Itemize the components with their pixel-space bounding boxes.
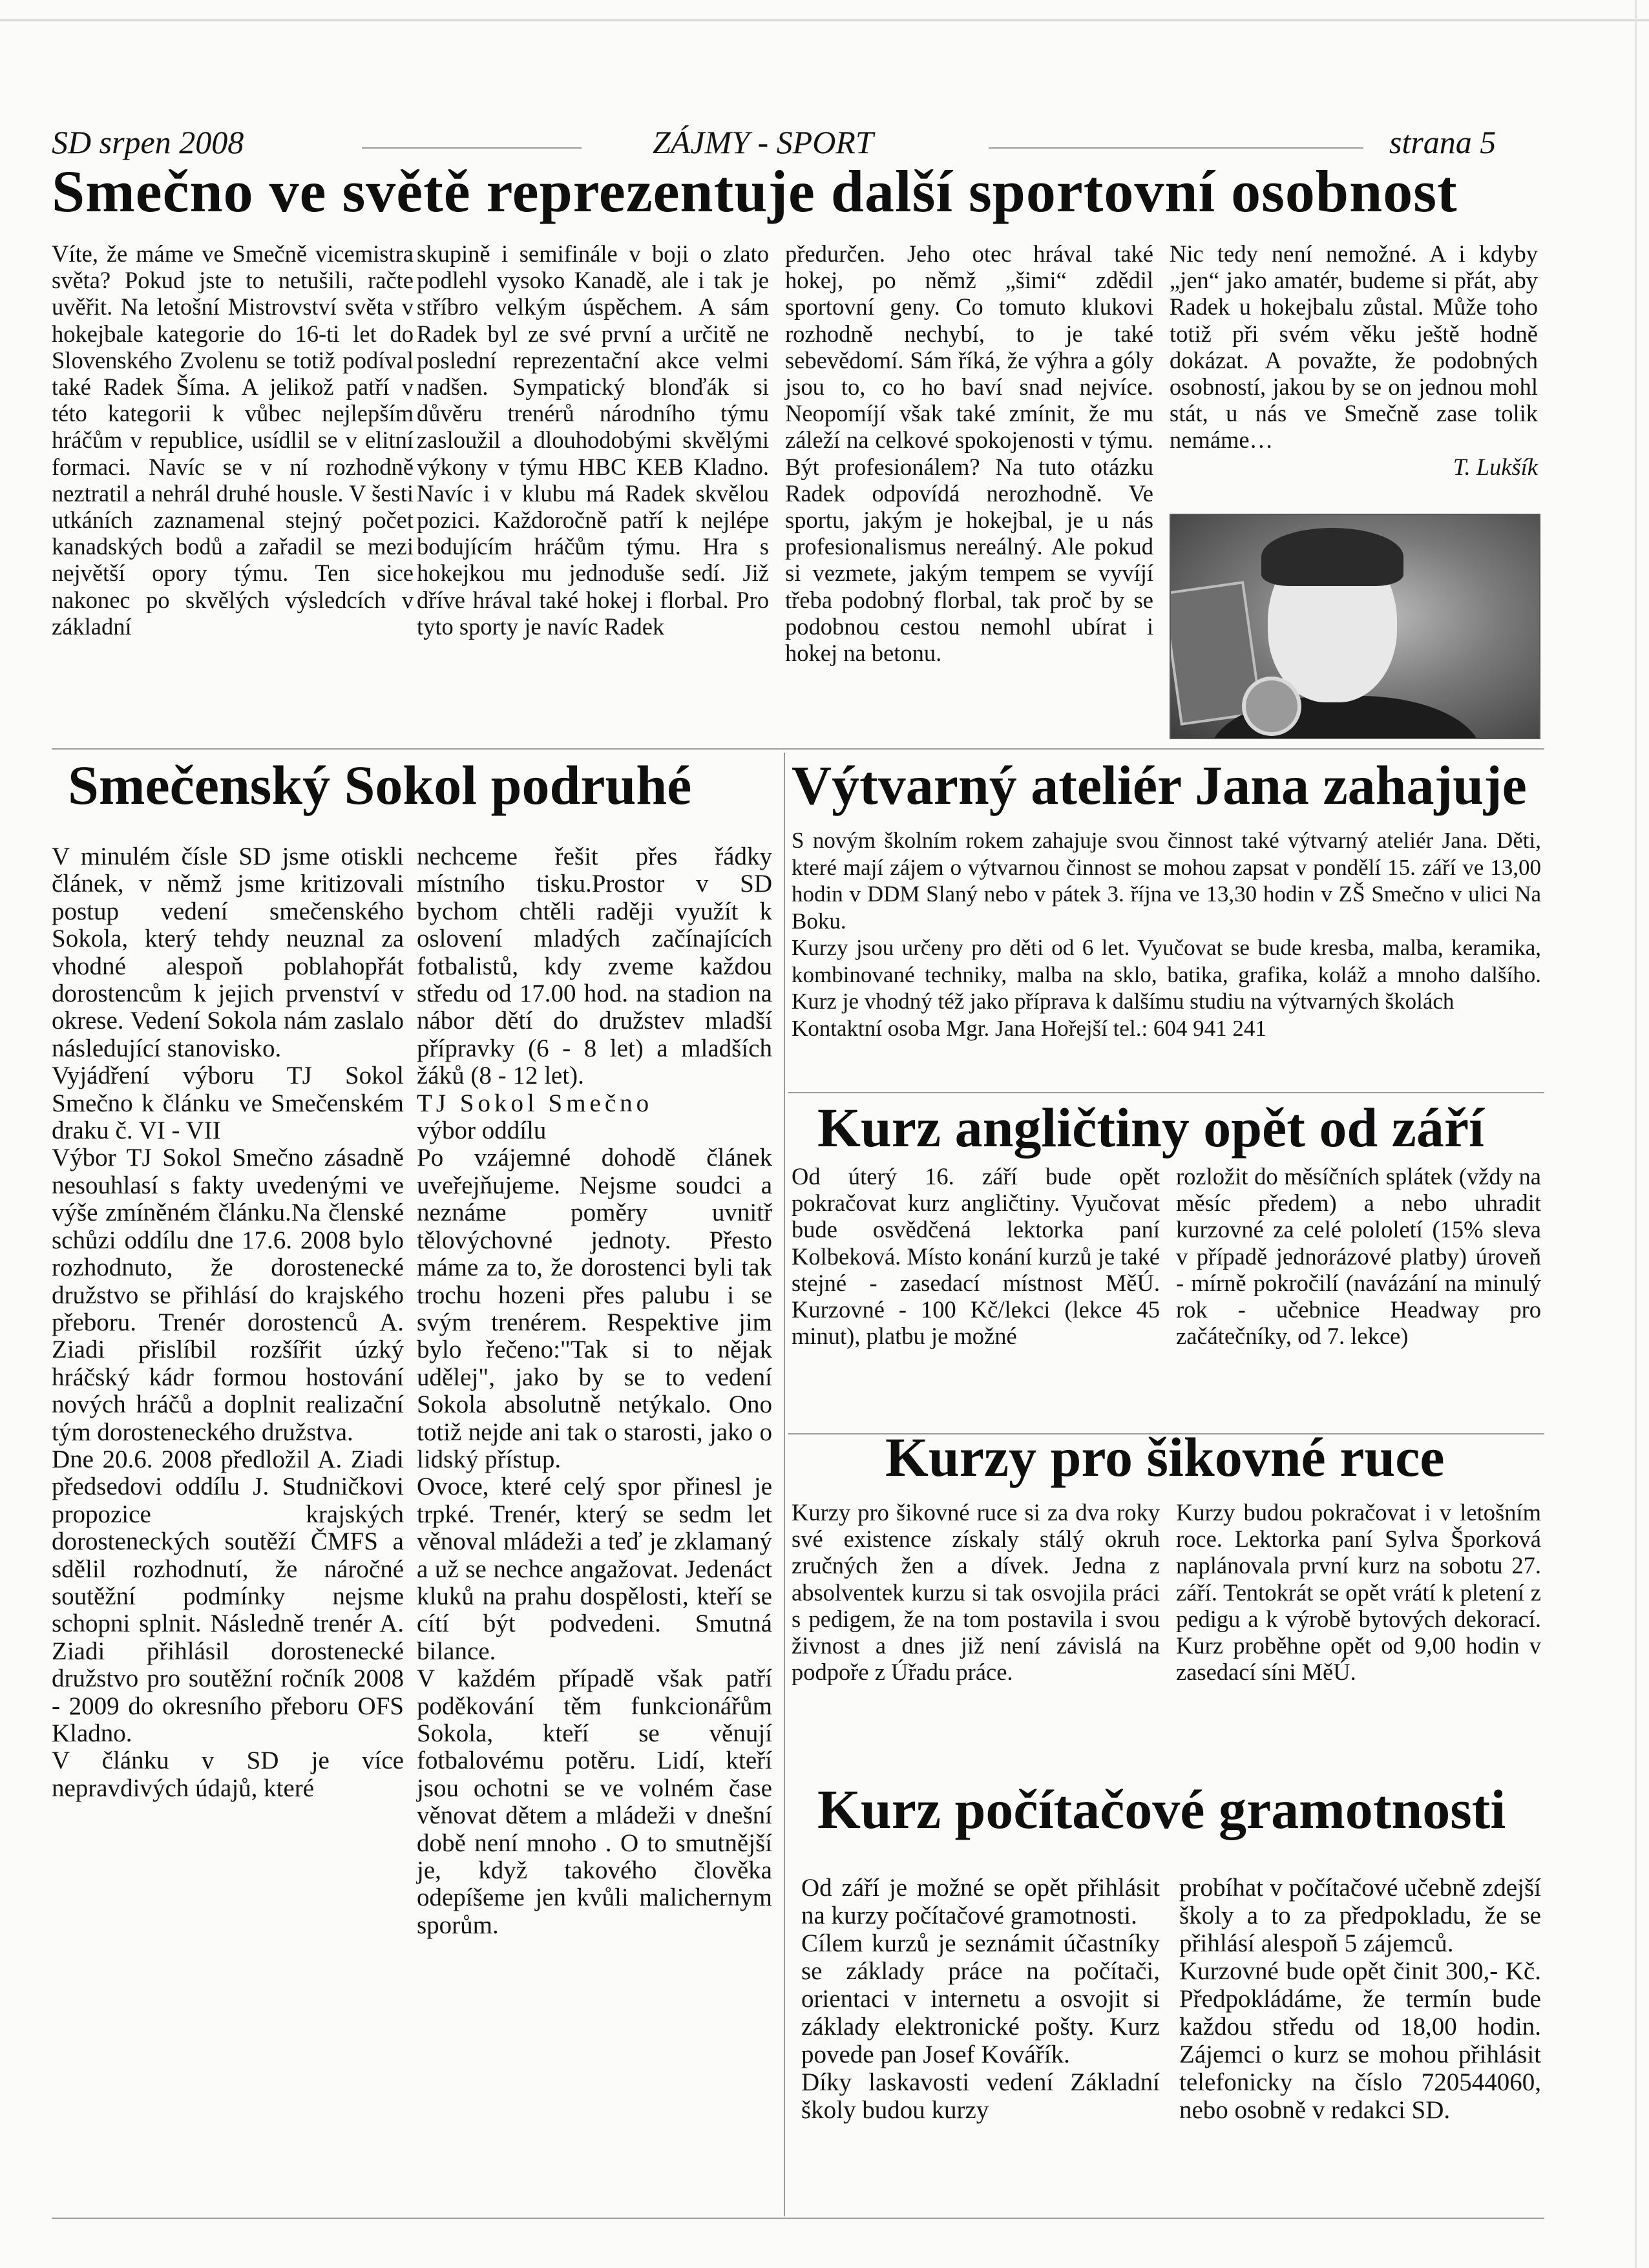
section-label: ZÁJMY - SPORT (653, 124, 874, 160)
article1-column-3 (785, 240, 1153, 666)
article2-col2-p2: Po vzájemné dohodě článek uveřejňujeme. Nejsme soudci a neznáme poměry uvnitř tělovýchovné jednoty. Přesto máme za to, že dorostenci byli tak trochu hozeni přes palubu i se svým trenérem. Respektive jim bylo řečeno:"Tak si to nějak udělej", jako by se to vedení Sokola absolutně netýkalo. Ono totiž nejde ani tak o starosti, jako o lidský přístup. (417, 1144, 772, 1473)
article6-column-1 (801, 1874, 1160, 2124)
article2-col2-p4: V každém případě však patří poděkování těm funkcionářům Sokola, kteří se věnují fotbalovému potěru. Lidí, kteří jsou ochotni se ve volném čase věnovat dětem a mládeži v dnešní době není mnoho . O to smutnější je, když takového člověka odepíšeme jen kvůli malichernym sporům. (417, 1664, 772, 1939)
article3-p1: S novým školním rokem zahajuje svou činnost také výtvarný ateliér Jana. Děti, které mají zájem o výtvarnou činnost se mohou zapsat v pondělí 15. září ve 13,00 hodin v DDM Slaný nebo v pátek 3. října ve 13,30 hodin v ZŠ Smečno v ulici Na Boku. (792, 828, 1541, 934)
article4-col2-text: rozložit do měsíčních splátek (vždy na měsíc předem) a nebo uhradit kurzovné za celé pololetí (15% sleva v případě jednorázové platby) úroveň - mírně pokročilí (navázání na minulý rok - učebnice Headway pro začátečníky, od 7. lekce) (1176, 1163, 1541, 1350)
article1-signature: T. Lukšík (1453, 453, 1538, 480)
photo-hair (1261, 528, 1403, 586)
article1-column-1 (52, 240, 414, 640)
article5-col2-text: Kurzy budou pokračovat i v letošním roce. Lektorka paní Sylva Šporková naplánovala první kurz na sobotu 27. září. Tentokrát se opět vrátí k pletení z pedigu a k výrobě bytových dekorací. Kurz proběhne opět od 9,00 hodin v zasedací síni MěÚ. (1176, 1499, 1541, 1686)
article6-col2-p1: probíhat v počítačové učebně zdejší školy a to za předpokladu, že se přihlásí alespoň 5 zájemců. (1179, 1874, 1541, 1957)
article6-col1-p3: Díky laskavosti vedení Základní školy budou kurzy (801, 2068, 1160, 2124)
article1-col2-text: skupině i semifinále v boji o zlato podlehl vysoko Kanadě, ale i tak je stříbro velkým úspěchem. A sám Radek byl ze své první a určitě ne poslední reprezentační akce velmi nadšen. Sympatický blonďák si důvěru trenérů národního týmu zasloužil a dlouhodobými skvělými výkony v týmu HBC KEB Kladno. Navíc i v klubu má Radek skvělou pozici. Každoročně patří k nejlépe bodujícím hráčům týmu. Hra s hokejkou mu jednoduše sedí. Již dříve hrával také hokej i florbal. Pro tyto sporty je navíc Radek (417, 240, 769, 640)
article-title-pocitacova-gramotnost: Kurz počítačové gramotnosti (817, 1778, 1506, 1840)
article6-col2-p2: Kurzovné bude opět činit 300,- Kč. Předpokládáme, že termín bude každou středu od 18,00 hodin. Zájemci o kurz se mohou přihlásit telefonicky na číslo 720544060, nebo osobně v redakci SD. (1179, 1957, 1541, 2124)
article2-col2-p1: nechceme řešit přes řádky místního tisku.Prostor v SD bychom chtěli raději využít k oslovení mladých začínajících fotbalistů, kdy zveme každou středu od 17.00 hod. na stadion na nábor dětí do družstev mladší přípravky (6 - 8 let) a mladších žáků (8 - 12 let). (417, 843, 772, 1090)
header-rule-left (362, 147, 582, 149)
article3-p2: Kurzy jsou určeny pro děti od 6 let. Vyučovat se bude kresba, malba, keramika, kombinované techniky, malba na sklo, batika, grafika, koláž a mnoho dalšího. Kurz je vhodný též jako příprava k dalšímu studiu na výtvarných školách (792, 935, 1541, 1014)
article2-col2-signature-org: TJ Sokol Smečno (417, 1089, 653, 1117)
article6-col1-p1: Od září je možné se opět přihlásit na kurzy počítačové gramotnosti. (801, 1874, 1160, 1929)
article2-col2-signature-committee: výbor oddílu (417, 1117, 547, 1145)
article5-col1-text: Kurzy pro šikovné ruce si za dva roky své existence získaly stálý okruh zručných žen a dívek. Jedna z absolventek kurzu si tak osvojila práci s pedigem, že na tom postavila i svou živnost a dnes již není závislá na podpoře z Úřadu práce. (792, 1499, 1160, 1686)
radek-sima-photo (1170, 514, 1540, 739)
article-title-smecno-reprezentuje: Smečno ve světě reprezentuje další sportovní osobnost (52, 158, 1458, 224)
article2-col1-p4: Dne 20.6. 2008 předložil A. Ziadi předsedovi oddílu J. Studničkovi propozice krajských dorosteneckých soutěží ČMFS a sdělil rozhodnutí, že náročné soutěžní podmínky nejsme schopni splnit. Následně trenér A. Ziadi přihlásil dorostenecké družstvo pro soutěžní ročník 2008 - 2009 do okresního přeboru OFS Kladno. (52, 1445, 404, 1747)
article2-column-2 (417, 843, 772, 1939)
article-title-vytvarny-atelier: Výtvarný ateliér Jana zahajuje (792, 754, 1527, 816)
divider-above-anglictina (788, 1092, 1544, 1093)
column-divider-vertical (784, 753, 785, 2216)
article-title-sikovne-ruce: Kurzy pro šikovné ruce (885, 1426, 1445, 1488)
article1-column-2 (417, 240, 769, 640)
article-title-kurz-anglictiny: Kurz angličtiny opět od září (817, 1097, 1484, 1159)
article5-column-1 (792, 1499, 1160, 1685)
page-top-edge (0, 19, 1649, 21)
page-right-edge (1635, 0, 1637, 2268)
page-number: strana 5 (1389, 124, 1497, 160)
article2-col1-p2: Vyjádření výboru TJ Sokol Smečno k článku ve Smečenském draku č. VI - VII (52, 1062, 404, 1145)
article1-col4-text: Nic tedy není nemožné. A i kdyby „jen“ jako amatér, budeme si přát, aby Radek u hokejbalu zůstal. Může toho totiž při svém věku ještě hodně dokázat. A považte, že podobných osobností, jakou by se on jednou mohl stát, u nás ve Smečně zase tolik nemáme… (1170, 240, 1538, 454)
article3-contact: Kontaktní osoba Mgr. Jana Hořejší tel.: 604 941 241 (792, 1015, 1266, 1041)
article2-col1-p3: Výbor TJ Sokol Smečno zásadně nesouhlasí s fakty uvedenými ve výše zmíněném článku.Na členské schůzi oddílu dne 17.6. 2008 bylo rozhodnuto, že dorostenecké družstvo se přihlásí do krajského přeboru. Trenér dorostenců A. Ziadi přislíbil rozšířit úzký hráčský kádr formou hostování nových hráčů a doplnit realizační tým dorosteneckého družstva. (52, 1144, 404, 1446)
article2-col1-p5: V článku v SD je více nepravdivých údajů, které (52, 1747, 404, 1802)
article4-column-2 (1176, 1163, 1541, 1349)
article1-col1-text: Víte, že máme ve Smečně vicemistra světa? Pokud jste to netušili, račte uvěřit. Na letošní Mistrovství světa v hokejbale kategorie do 16-ti let do Slovenského Zvolenu se totiž podíval také Radek Šíma. A jelikož patří v této kategorii k vůbec nejlepším hráčům v republice, usídlil se v elitní formaci. Navíc se v ní rozhodně neztratil a nehrál druhé housle. V šesti utkáních zaznamenal stejný počet kanadských bodů a zařadil se mezi největší opory týmu. Ten sice nakonec po skvělých výsledcích v základní (52, 240, 414, 640)
article6-col1-p2: Cílem kurzů je seznámit účastníky se základy práce na počítači, orientaci v internetu a osvojit si základy elektronické pošty. Kurz povede pan Josef Kovářík. (801, 1929, 1160, 2068)
article6-column-2 (1179, 1874, 1541, 2124)
article1-col3-text: předurčen. Jeho otec hrával také hokej, po němž „šimi“ zdědil sportovní geny. Co tomuto klukovi rozhodně nechybí, to je také sebevědomí. Sám říká, že výhra a góly jsou to, co ho baví snad nejvíce. Neopomíjí však také zmínit, že mu záleží na celkové spokojenosti v týmu. Být profesionálem? Na tuto otázku Radek odpovídá nerozhodně. Ve sportu, jakým je hokejbal, je u nás profesionalismus nereálný. Ale pokud si vezmete, jakým tempem se vyvíjí třeba podobný florbal, tak proč by se podobnou cestou nemohl ubírat i hokej na betonu. (785, 240, 1153, 667)
article-title-sokol-podruhe: Smečenský Sokol podruhé (68, 754, 692, 816)
article5-column-2 (1176, 1499, 1541, 1685)
article1-column-4 (1170, 240, 1538, 480)
article3-body (792, 827, 1541, 1042)
divider-under-article1 (52, 748, 1544, 750)
issue-label: SD srpen 2008 (52, 124, 244, 160)
header-rule-right (989, 147, 1363, 149)
article2-col2-p3: Ovoce, které celý spor přinesl je trpké. Trenér, který se sedm let věnoval mládeži a teď je zklamaný a už se nechce angažovat. Jedenáct kluků na prahu dospělosti, kteří se cítí být podvedeni. Smutná bilance. (417, 1473, 772, 1665)
photo-medal (1242, 677, 1301, 736)
article2-column-1 (52, 843, 404, 1802)
article4-col1-text: Od úterý 16. září bude opět pokračovat kurz angličtiny. Vyučovat bude osvědčená lektorka paní Kolbeková. Místo konání kurzů je také stejné - zasedací místnost MěÚ. Kurzovné - 100 Kč/lekci (lekce 45 minut), platbu je možné (792, 1163, 1160, 1350)
page-bottom-rule (52, 2218, 1544, 2219)
article2-col1-p1: V minulém čísle SD jsme otiskli článek, v němž jsme kritizovali postup vedení smečenského Sokola, který tehdy neuznal za vhodné alespoň poblahopřát dorostencům k jejich prvenství v okrese. Vedení Sokola nám zaslalo následující stanovisko. (52, 843, 404, 1062)
article4-column-1 (792, 1163, 1160, 1349)
